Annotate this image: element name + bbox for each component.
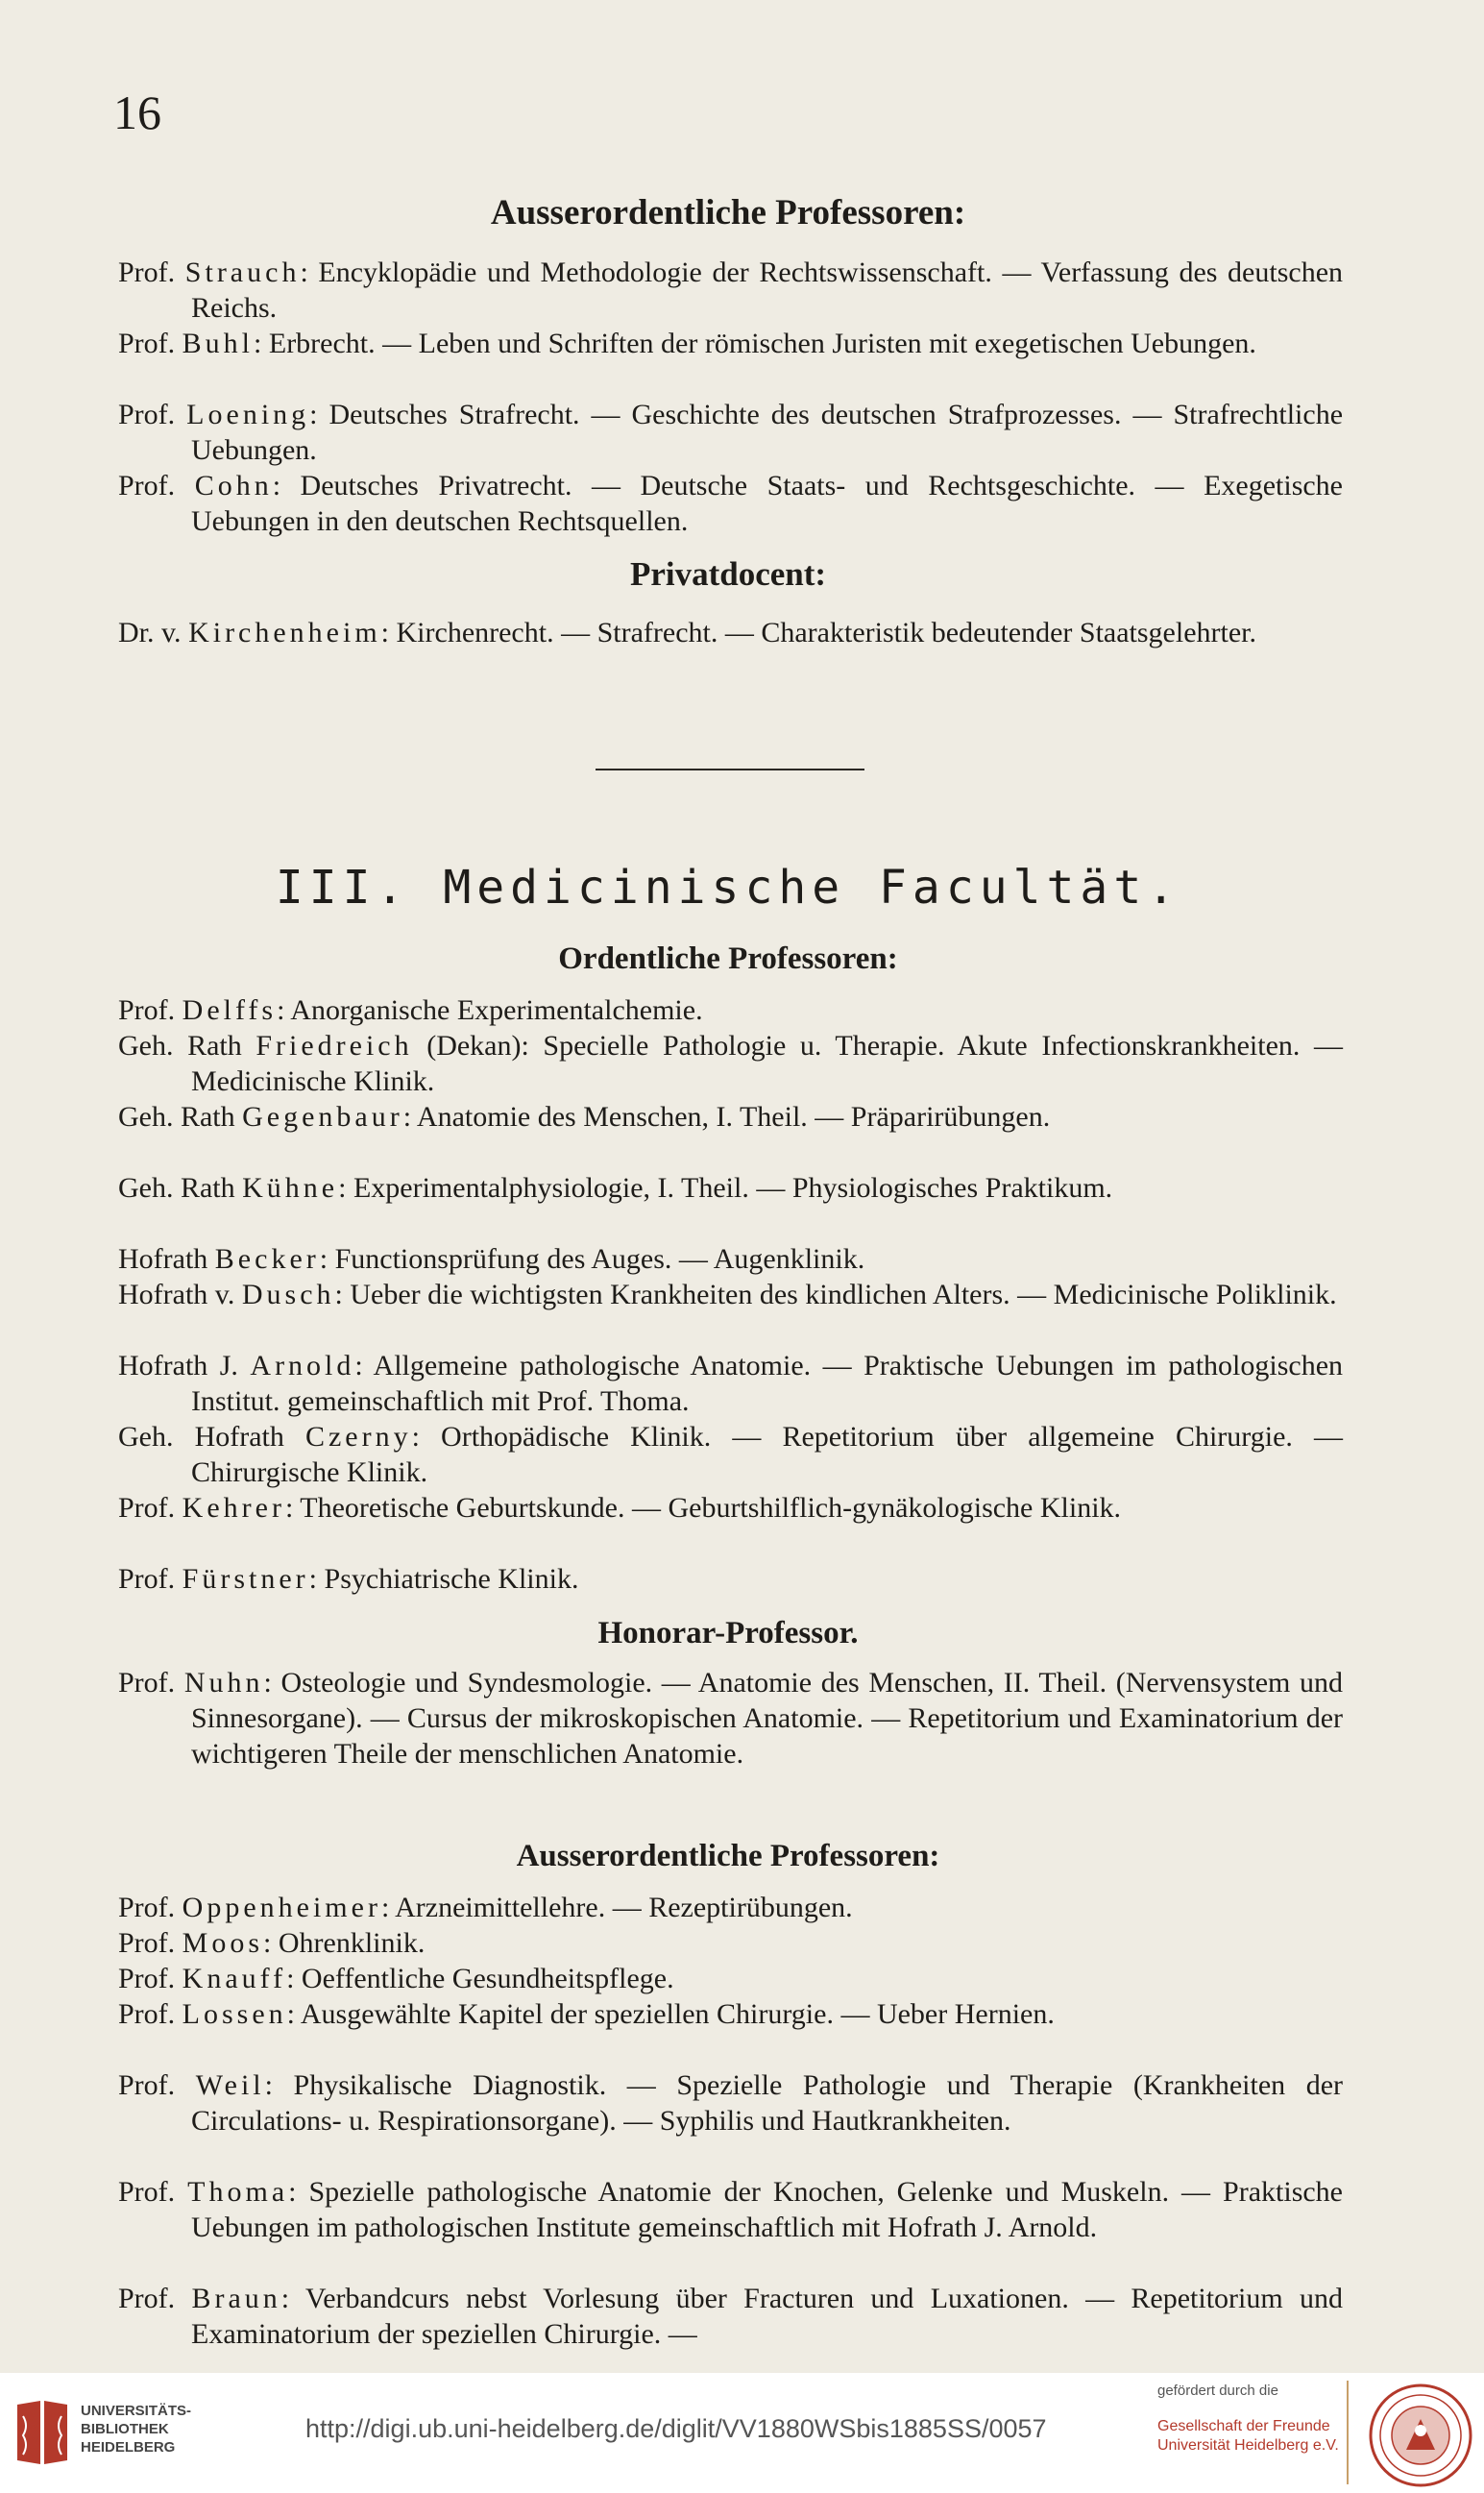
library-name-line3: HEIDELBERG: [81, 2439, 176, 2456]
entry-name: Moos: [182, 1927, 264, 1959]
entry-title: Hofrath: [118, 1243, 208, 1275]
section-heading-aop: Ausserordentliche Professoren:: [490, 193, 966, 232]
entry-name: Braun: [191, 2283, 281, 2314]
entry-text: : Functionsprüfung des Auges. — Augenklinik.: [319, 1243, 865, 1275]
society-name: [1157, 2417, 1339, 2456]
entry-name: Czerny: [304, 1421, 412, 1453]
entry-title: Hofrath v.: [118, 1279, 235, 1310]
library-name-line2: BIBLIOTHEK: [81, 2421, 169, 2437]
entry: [118, 1099, 1343, 1135]
entry: [118, 1419, 1343, 1490]
entry-text: : Ohrenklinik.: [263, 1927, 426, 1959]
entry-name: Gegenbaur: [242, 1101, 403, 1133]
entry-text: : Anorganische Experimentalchemie.: [277, 994, 703, 1026]
entry-text: : Ueber die wichtigsten Krankheiten des kindlichen Alters. — Medicinische Poliklinik.: [334, 1279, 1337, 1310]
entry-text: : Theoretische Geburtskunde. — Geburtshilflich-gynäkologische Klinik.: [284, 1492, 1122, 1524]
entry: [118, 1561, 1343, 1597]
entry-name: Dusch: [241, 1279, 335, 1310]
entry-title: Dr. v.: [118, 617, 182, 648]
entry-title: Prof.: [118, 2176, 176, 2208]
entry-name: Arnold: [250, 1350, 355, 1381]
entry: [118, 1028, 1343, 1099]
source-url-link[interactable]: http://digi.ub.uni-heidelberg.de/diglit/VV1880WSbis1885SS/0057: [305, 2414, 1047, 2443]
entry-text: : Ausgewählte Kapitel der speziellen Chirurgie. — Ueber Hernien.: [286, 1998, 1055, 2030]
entry-text: : Orthopädische Klinik. — Repetitorium über allgemeine Chirurgie. — Chirurgische Klinik.: [191, 1421, 1343, 1488]
entry-title: Prof.: [118, 257, 176, 288]
library-logo-icon: [13, 2397, 71, 2469]
entry: [118, 2067, 1343, 2139]
entry-name: Kehrer: [182, 1492, 285, 1524]
entry: [118, 1961, 1343, 1996]
section-heading-op: Ordentliche Professoren:: [558, 941, 898, 976]
entry-text: : Encyklopädie und Methodologie der Rechtswissenschaft. — Verfassung des deutschen Reichs.: [191, 257, 1344, 324]
entry-title: Geh. Hofrath: [118, 1421, 284, 1453]
section-divider: [596, 769, 864, 770]
entry-name: Knauff: [182, 1963, 287, 1994]
entry-text: : Verbandcurs nebst Vorlesung über Fracturen und Luxationen. — Repetitorium und Examinatorium der speziellen Chirurgie. —: [191, 2283, 1343, 2350]
entry-title: Prof.: [118, 399, 176, 430]
section-heading-privatdocent: Privatdocent:: [629, 555, 827, 593]
entry-text: : Deutsches Strafrecht. — Geschichte des deutschen Strafprozesses. — Strafrechtliche Uebungen.: [191, 399, 1344, 466]
entry-name: Becker: [214, 1243, 320, 1275]
entry-name: Thoma: [187, 2176, 289, 2208]
entry-text: : Osteologie und Syndesmologie. — Anatomie des Menschen, II. Theil. (Nervensystem und Sinnesorgane). — Cursus der mikroskopischen Anatomie. — Repetitorium und Examinatorium der wichtigeren Theile der menschlichen Anatomie.: [191, 1667, 1343, 1770]
entry: [118, 1241, 1343, 1277]
entry-title: Prof.: [118, 1927, 176, 1959]
entry-title: Geh. Rath: [118, 1101, 235, 1133]
entry: [118, 1490, 1343, 1526]
entry-title: Geh. Rath: [118, 1030, 242, 1062]
entry: [118, 615, 1343, 650]
entry-name: Kirchenheim: [188, 617, 381, 648]
entry-title: Prof.: [118, 2069, 176, 2101]
entry: [118, 2174, 1343, 2245]
entry-text: : Spezielle pathologische Anatomie der Knochen, Gelenke und Muskeln. — Praktische Uebungen im pathologischen Institute gemeinschaftlich mit Hofrath J. Arnold.: [191, 2176, 1343, 2243]
entry-title: Prof.: [118, 1963, 176, 1994]
entry-name: Kühne: [242, 1172, 339, 1204]
entry-title: Geh. Rath: [118, 1172, 235, 1204]
footer-divider: [1347, 2381, 1349, 2484]
university-seal-icon: [1368, 2383, 1473, 2488]
entry-name: Buhl: [182, 328, 255, 359]
society-name-line1: Gesellschaft der Freunde: [1157, 2418, 1330, 2434]
entry-name: Friedreich: [255, 1030, 413, 1062]
section-heading-honorar: Honorar-Professor.: [597, 1616, 859, 1650]
entry: [118, 255, 1343, 326]
library-name: [81, 2402, 191, 2456]
section-heading-aop2: Ausserordentliche Professoren:: [516, 1839, 940, 1873]
entry-name: Nuhn: [183, 1667, 264, 1699]
entry-name: Weil: [195, 2069, 265, 2101]
entry-text: : Deutsches Privatrecht. — Deutsche Staats- und Rechtsgeschichte. — Exegetische Uebungen in den deutschen Rechtsquellen.: [191, 470, 1343, 537]
entry: [118, 326, 1343, 361]
entry-name: Loening: [186, 399, 310, 430]
entry-text: : Psychiatrische Klinik.: [308, 1563, 579, 1595]
entry-title: Hofrath J.: [118, 1350, 238, 1381]
society-name-line2: Universität Heidelberg e.V.: [1157, 2437, 1339, 2454]
library-name-line1: UNIVERSITÄTS-: [81, 2403, 192, 2419]
entry-name: Fürstner: [182, 1563, 309, 1595]
entry-text: : Experimentalphysiologie, I. Theil. — Physiologisches Praktikum.: [338, 1172, 1113, 1204]
entry-text: : Anatomie des Menschen, I. Theil. — Präparirübungen.: [402, 1101, 1051, 1133]
entry-name: Strauch: [184, 257, 301, 288]
page-number: 16: [113, 86, 161, 139]
entry: [118, 1665, 1343, 1772]
entry-title: Prof.: [118, 1492, 176, 1524]
entry-text: : Kirchenrecht. — Strafrecht. — Charakteristik bedeutender Staatsgelehrter.: [380, 617, 1256, 648]
entry: [118, 2281, 1343, 2352]
faculty-title: III. Medicinische Facultät.: [275, 861, 1181, 915]
entry-text: : Arzneimittellehre. — Rezeptirübungen.: [380, 1892, 853, 1923]
entry-text: : Erbrecht. — Leben und Schriften der römischen Juristen mit exegetischen Uebungen.: [254, 328, 1256, 359]
supported-by-text: gefördert durch die: [1157, 2383, 1278, 2399]
entry: [118, 1277, 1343, 1312]
entry-title: Prof.: [118, 1563, 176, 1595]
entry-text: : Oeffentliche Gesundheitspflege.: [286, 1963, 674, 1994]
entry-title: Prof.: [118, 470, 176, 501]
entry: [118, 1890, 1343, 1925]
entry-title: Prof.: [118, 328, 176, 359]
entry-title: Prof.: [118, 1892, 176, 1923]
entry: [118, 468, 1343, 539]
entry-name: Delffs: [182, 994, 278, 1026]
entry-title: Prof.: [118, 1998, 176, 2030]
entry: [118, 1170, 1343, 1206]
entry: [118, 992, 1343, 1028]
entry-title: Prof.: [118, 1667, 176, 1699]
entry: [118, 397, 1343, 468]
entry-text: : Physikalische Diagnostik. — Spezielle Pathologie und Therapie (Krankheiten der Circulations- u. Respirationsorgane). — Syphilis und Hautkrankheiten.: [191, 2069, 1344, 2137]
entry-name: Cohn: [194, 470, 273, 501]
entry: [118, 1996, 1343, 2032]
entry-title: Prof.: [118, 2283, 176, 2314]
entry-name: Lossen: [182, 1998, 287, 2030]
entry: [118, 1348, 1343, 1419]
entry: [118, 1925, 1343, 1961]
entry-text: : Allgemeine pathologische Anatomie. — Praktische Uebungen im pathologischen Institut. gemeinschaftlich mit Prof. Thoma.: [191, 1350, 1344, 1417]
entry-name: Oppenheimer: [182, 1892, 381, 1923]
entry-title: Prof.: [118, 994, 176, 1026]
entry-text: (Dekan): Specielle Pathologie u. Therapie. Akute Infectionskrankheiten. — Medicinische Klinik.: [191, 1030, 1343, 1097]
